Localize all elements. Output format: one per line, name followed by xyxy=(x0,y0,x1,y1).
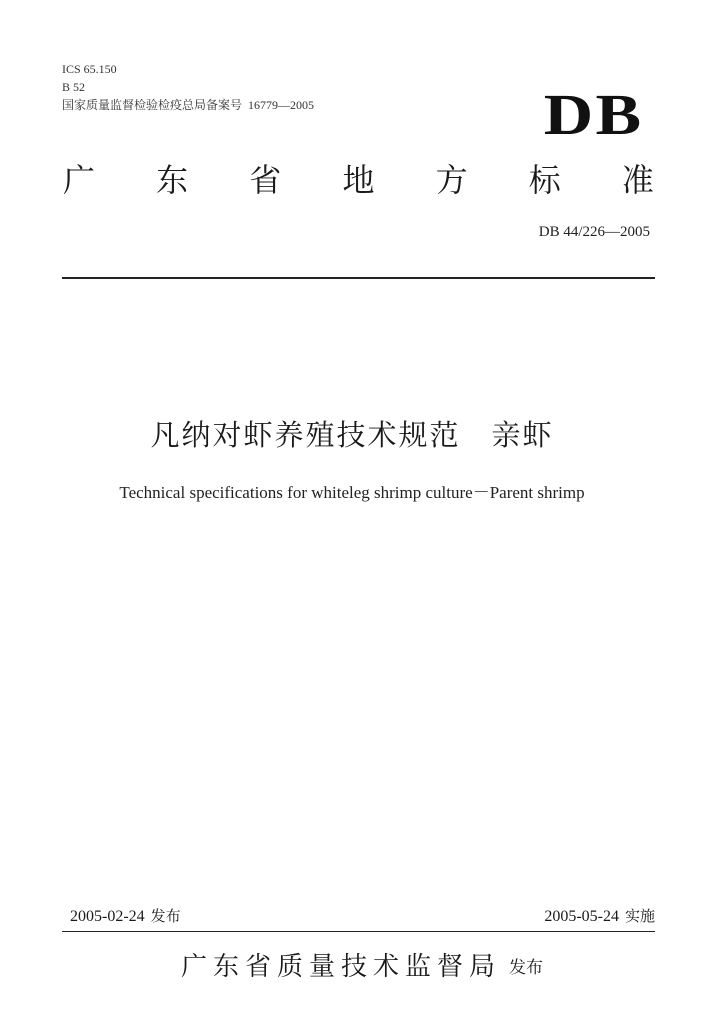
ics-code: ICS 65.150 xyxy=(62,62,117,76)
standard-type-char: 地 xyxy=(342,161,375,199)
issuer-action: 发布 xyxy=(509,958,543,978)
title-english: Technical specifications for whiteleg shrimp culture－Parent shrimp xyxy=(119,483,585,502)
issue-date xyxy=(70,909,181,925)
header-divider xyxy=(62,277,655,279)
standard-type-char: 方 xyxy=(435,161,468,199)
standard-type-char: 东 xyxy=(156,161,189,199)
standard-type-char: 标 xyxy=(528,161,561,199)
standard-type-char: 省 xyxy=(249,161,282,199)
standard-type-heading xyxy=(62,161,655,199)
implementation-date xyxy=(544,909,655,925)
filing-label: 国家质量监督检验检疫总局备案号 xyxy=(62,98,243,112)
implementation-date-label: 实施 xyxy=(624,907,655,925)
filing-record xyxy=(62,99,314,111)
title-chinese: 凡纳对虾养殖技术规范 亲虾 xyxy=(150,418,554,452)
issuer-name: 广东省质量技术监督局 xyxy=(180,952,501,982)
standard-type-char: 准 xyxy=(621,161,654,199)
issue-date-label: 发布 xyxy=(150,907,181,925)
issue-date-value: 2005-02-24 xyxy=(70,908,145,925)
standard-type-char: 广 xyxy=(62,161,95,199)
db-logo: DB xyxy=(544,82,644,147)
standard-number: DB 44/226—2005 xyxy=(538,224,650,240)
issuer-line xyxy=(0,954,724,980)
filing-number: 16779—2005 xyxy=(248,98,315,112)
footer-divider xyxy=(62,931,655,932)
implementation-date-value: 2005-05-24 xyxy=(544,908,619,925)
classification-code: B 52 xyxy=(62,80,86,94)
